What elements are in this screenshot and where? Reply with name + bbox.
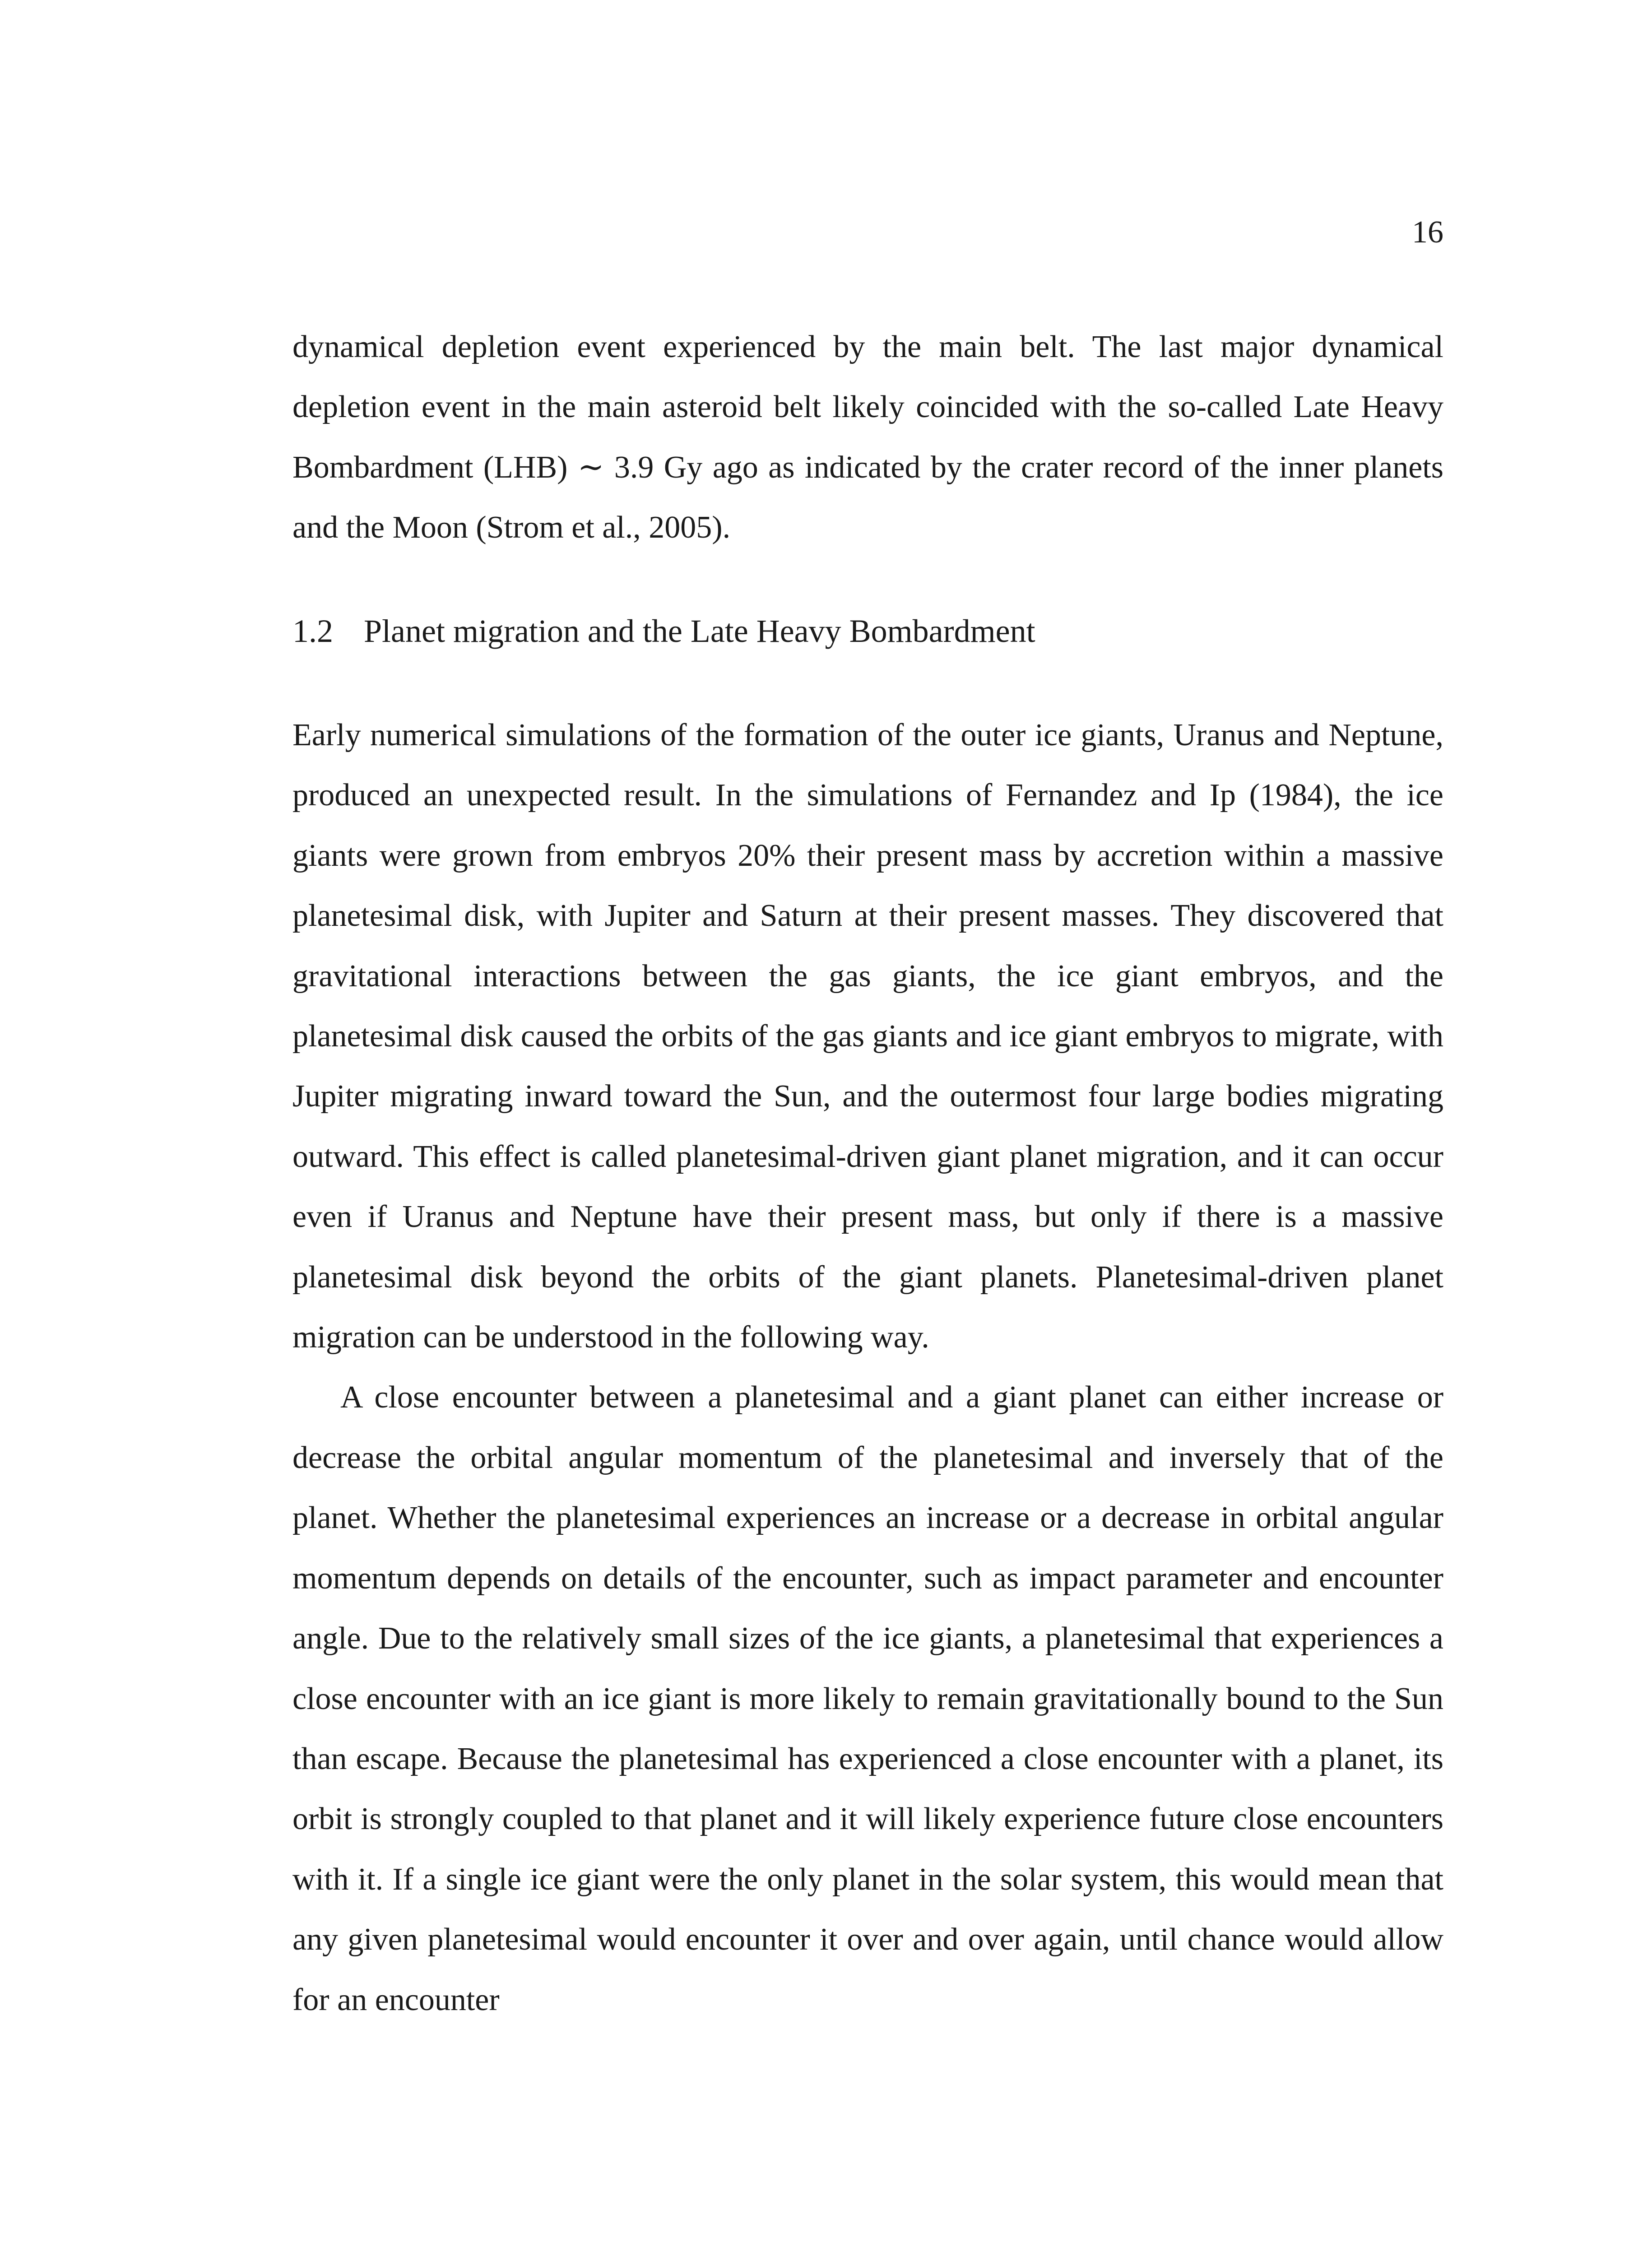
intro-text <box>292 317 1443 558</box>
body-paragraph-2: A close encounter between a planetesimal and a giant planet can either increase or decrease the orbital angular momentum of the planetesimal and inversely that of the planet. Whether the planetesimal experiences an increase or a decrease in orbital angular momentum depends on details of the encounter, such as impact parameter and encounter angle. Due to the relatively small sizes of the ice giants, a planetesimal that experiences a close encounter with an ice giant is more likely to remain gravitationally bound to the Sun than escape. Because the planetesimal has experienced a close encounter with a planet, its orbit is strongly coupled to that planet and it will likely experience future close encounters with it. If a single ice giant were the only planet in the solar system, this would mean that any given planetesimal would encounter it over and over again, until chance would allow for an encounter <box>292 1380 1443 2017</box>
intro-paragraph: dynamical depletion event experienced by the main belt. The last major dynamical depletion event in the main asteroid belt likely coincided with the so-called Late Heavy Bombardment (LHB) ∼ 3.9 Gy ago as indicated by the crater record of the inner planets and the Moon (Strom et al., 2005). <box>292 330 1443 545</box>
section-number: 1.2 <box>292 613 333 649</box>
section-body <box>292 705 1443 2030</box>
section-heading <box>292 612 1035 650</box>
page-number: 16 <box>1412 215 1443 250</box>
body-paragraph-1: Early numerical simulations of the formation of the outer ice giants, Uranus and Neptune, produced an unexpected result. In the simulations of Fernandez and Ip (1984), the ice giants were grown from embryos 20% their present mass by accretion within a massive planetesimal disk, with Jupiter and Saturn at their present masses. They discovered that gravitational interactions between the gas giants, the ice giant embryos, and the planetesimal disk caused the orbits of the gas giants and ice giant embryos to migrate, with Jupiter migrating inward toward the Sun, and the outermost four large bodies migrating outward. This effect is called planetesimal-driven giant planet migration, and it can occur even if Uranus and Neptune have their present mass, but only if there is a massive planetesimal disk beyond the orbits of the giant planets. Planetesimal-driven planet migration can be understood in the following way. <box>292 718 1443 1355</box>
section-title: Planet migration and the Late Heavy Bombardment <box>364 613 1035 649</box>
